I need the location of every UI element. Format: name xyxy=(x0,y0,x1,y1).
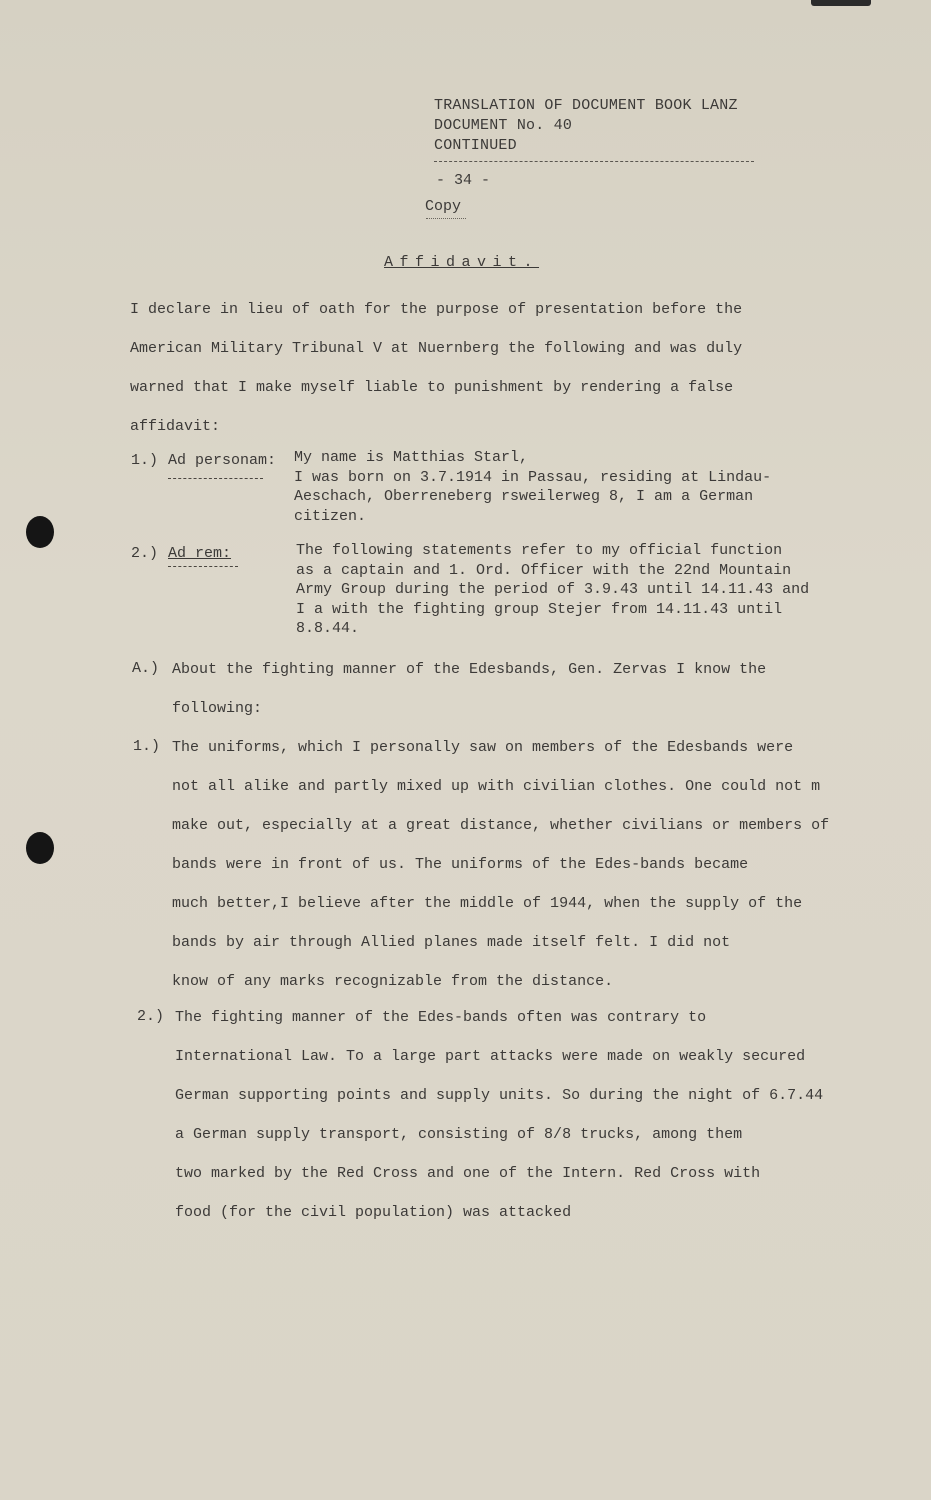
item1-label: Ad personam: xyxy=(168,452,277,469)
pointA2-line: food (for the civil population) was attacked xyxy=(175,1204,572,1221)
item1-label-underline xyxy=(168,478,263,479)
intro-line: warned that I make myself liable to punishment by rendering a false xyxy=(130,379,734,396)
pointA1-line: bands by air through Allied planes made itself felt. I did not xyxy=(172,934,731,951)
header-line-3: CONTINUED xyxy=(434,137,517,154)
item2-text xyxy=(296,541,809,639)
document-title: Affidavit. xyxy=(384,254,540,271)
pointA2-line: two marked by the Red Cross and one of the Intern. Red Cross with xyxy=(175,1165,761,1182)
pointA1-line: The uniforms, which I personally saw on members of the Edesbands were xyxy=(172,739,794,756)
header-divider xyxy=(434,161,754,162)
item2-line: Army Group during the period of 3.9.43 until 14.11.43 and xyxy=(296,581,810,598)
page-number: - 34 - xyxy=(436,172,491,189)
item1-line: My name is Matthias Starl, xyxy=(294,449,529,466)
item2-line: 8.8.44. xyxy=(296,620,360,637)
pointA1-line: not all alike and partly mixed up with civilian clothes. One could not m xyxy=(172,778,821,795)
item2-label-underline xyxy=(168,566,238,567)
pointA1-line: know of any marks recognizable from the distance. xyxy=(172,973,614,990)
pointA1-line: bands were in front of us. The uniforms of the Edes-bands became xyxy=(172,856,749,873)
pointA1-line: make out, especially at a great distance, whether civilians or members of xyxy=(172,817,830,834)
pointA2-text xyxy=(175,998,823,1232)
sectionA-number: A.) xyxy=(132,660,160,677)
pointA1-line: much better,I believe after the middle of 1944, when the supply of the xyxy=(172,895,803,912)
pointA2-number: 2.) xyxy=(137,1008,165,1025)
header-line-2: DOCUMENT No. 40 xyxy=(434,117,573,134)
item1-number: 1.) xyxy=(131,452,159,469)
item1-line: I was born on 3.7.1914 in Passau, residing at Lindau- xyxy=(294,468,772,486)
sectionA-text xyxy=(172,650,766,728)
pointA2-line: The fighting manner of the Edes-bands often was contrary to xyxy=(175,1009,707,1026)
pointA2-line: International Law. To a large part attacks were made on weakly secured xyxy=(175,1048,806,1065)
item1-text xyxy=(294,448,771,526)
sectionA-line: following: xyxy=(172,700,263,717)
copy-label: Copy xyxy=(425,198,462,215)
item2-line: I a with the fighting group Stejer from 14.11.43 until xyxy=(296,600,783,618)
item2-line: as a captain and 1. Ord. Officer with the 22nd Mountain xyxy=(296,561,792,579)
intro-paragraph xyxy=(130,290,742,446)
copy-underline xyxy=(426,218,466,219)
header-line-1: TRANSLATION OF DOCUMENT BOOK LANZ xyxy=(434,97,738,114)
punch-hole-top xyxy=(26,516,54,548)
intro-line: affidavit: xyxy=(130,418,221,435)
intro-line: I declare in lieu of oath for the purpose of presentation before the xyxy=(130,301,743,318)
pointA2-line: a German supply transport, consisting of 8/8 trucks, among them xyxy=(175,1126,743,1143)
intro-line: American Military Tribunal V at Nuernberg the following and was duly xyxy=(130,340,743,357)
pointA2-line: German supporting points and supply units. So during the night of 6.7.44 xyxy=(175,1087,824,1104)
pointA1-text xyxy=(172,728,829,1001)
item1-line: Aeschach, Oberreneberg rsweilerweg 8, I am a German xyxy=(294,488,754,505)
item1-line: citizen. xyxy=(294,507,367,525)
item2-number: 2.) xyxy=(131,545,159,562)
item2-label: Ad rem: xyxy=(168,545,232,562)
punch-hole-bottom xyxy=(26,832,54,864)
document-header xyxy=(434,96,738,156)
pointA1-number: 1.) xyxy=(133,738,161,755)
edge-mark xyxy=(811,0,871,6)
item2-line: The following statements refer to my official function xyxy=(296,542,783,559)
sectionA-line: About the fighting manner of the Edesbands, Gen. Zervas I know the xyxy=(172,661,767,678)
